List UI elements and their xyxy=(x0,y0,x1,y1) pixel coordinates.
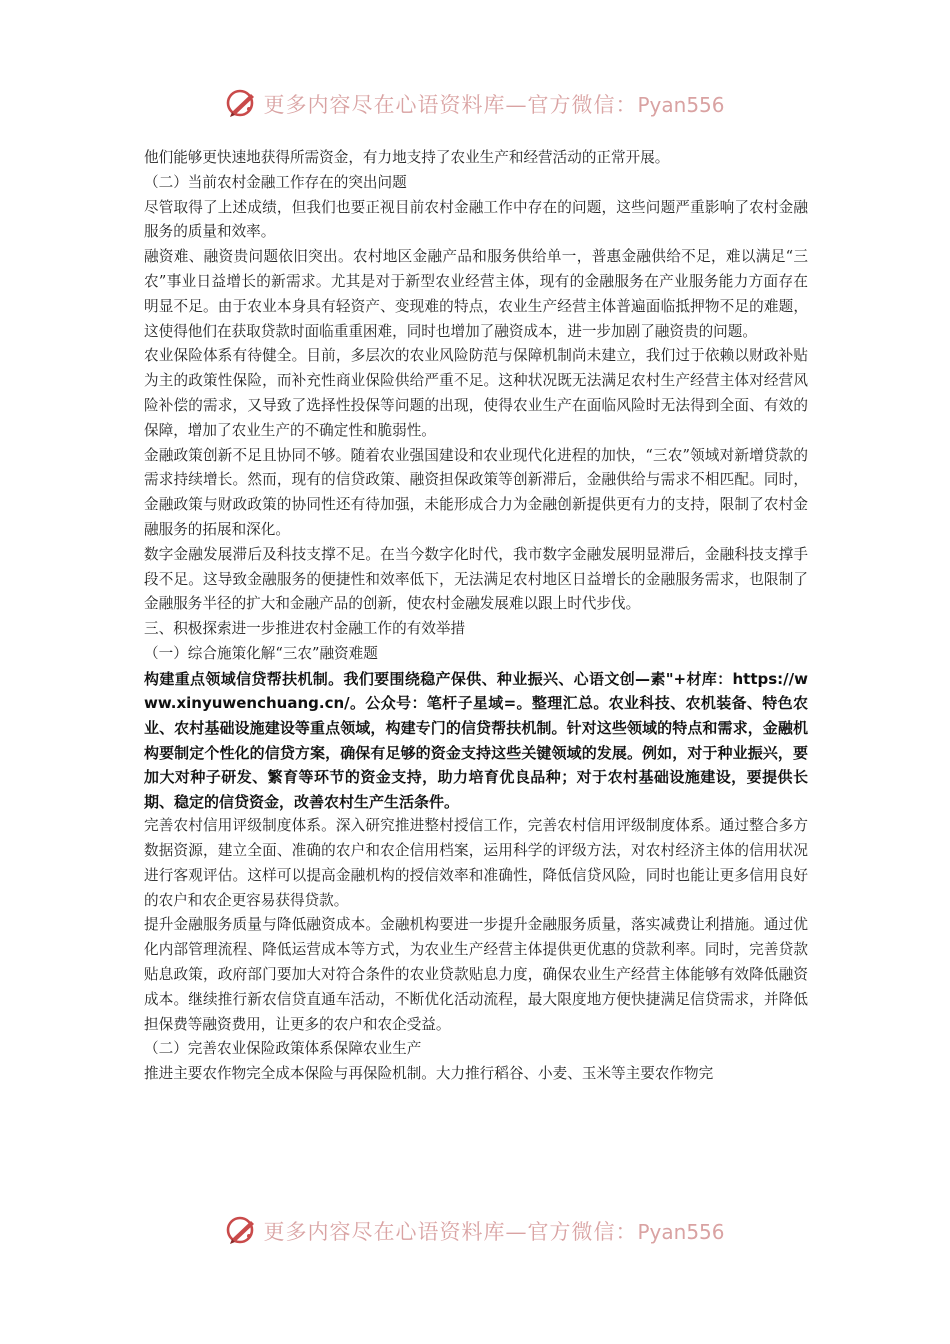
paragraph: 数字金融发展滞后及科技支撑不足。在当今数字化时代，我市数字金融发展明显滞后，金融科技支撑手段不足。这导致金融服务的便捷性和效率低下，无法满足农村地区日益增长的金融服务需求，也限制了金融服务半径的扩大和金融产品的创新，使农村金融发展难以跟上时代步伐。 xyxy=(144,545,808,613)
banner-text-wechat-id: Pyan556 xyxy=(637,93,725,117)
banner-text-wechat-id: Pyan556 xyxy=(637,1220,725,1244)
paragraph: 推进主要农作物完全成本保险与再保险机制。大力推行稻谷、小麦、玉米等主要农作物完 xyxy=(144,1065,714,1083)
subsection-heading: （一）综合施策化解“三农”融资难题 xyxy=(144,644,378,662)
banner-text xyxy=(263,89,724,119)
paragraph: 完善农村信用评级制度体系。深入研究推进整村授信工作，完善农村信用评级制度体系。通过整合多方数据资源，建立全面、准确的农户和农企信用档案，运用科学的评级方法，对农村经济主体的信用状况进行客观评估。这样可以提高金融机构的授信效率和准确性，降低信贷风险，同时也能让更多信用良好的农户和农企更容易获得贷款。 xyxy=(144,817,808,909)
paragraph: 金融政策创新不足且协同不够。随着农业强国建设和农业现代化进程的加快，“三农”领域对新增贷款的需求持续增长。然而，现有的信贷政策、融资担保政策等创新滞后，金融供给与需求不相匹配。同时，金融政策与财政政策的协同性还有待加强，未能形成合力为金融创新提供更有力的支持，限制了农村金融服务的拓展和深化。 xyxy=(144,446,808,538)
paragraph: 提升金融服务质量与降低融资成本。金融机构要进一步提升金融服务质量，落实减费让利措施。通过优化内部管理流程、降低运营成本等方式，为农业生产经营主体提供更优惠的贷款利率。同时，完善贷款贴息政策，政府部门要加大对符合条件的农业贷款贴息力度，确保农业生产经营主体能够有效降低融资成本。继续推行新农信贷直通车活动，不断优化活动流程，最大限度地方便快捷满足信贷需求，并降低担保费等融资费用，让更多的农户和农企受益。 xyxy=(144,916,808,1033)
bold-paragraph: 构建重点领域信贷帮扶机制。我们要围绕稳产保供、种业振兴、心语文创—素"+材库：https://www.xinyuwenchuang.cn/。公众号：笔杆子星域=。整理汇总。农业科技、农机装备、特色农业、农村基础设施建设等重点领域，构建专门的信贷帮扶机制。针对这些领域的特点和需求，金融机构要制定个性化的信贷方案，确保有足够的资金支持这些关键领域的发展。例如，对于种业振兴，要加大对种子研发、繁育等环节的资金支持，助力培育优良品种；对于农村基础设施建设，要提供长期、稳定的信贷资金，改善农村生产生活条件。 xyxy=(144,669,808,811)
banner-text xyxy=(263,1216,724,1246)
subsection-heading: （二）完善农业保险政策体系保障农业生产 xyxy=(144,1040,422,1058)
paragraph: 融资难、融资贵问题依旧突出。农村地区金融产品和服务供给单一，普惠金融供给不足，难以满足“三农”事业日益增长的新需求。尤其是对于新型农业经营主体，现有的金融服务在产业服务能力方面存在明显不足。由于农业本身具有轻资产、变现难的特点，农业生产经营主体普遍面临抵押物不足的难题，这使得他们在获取贷款时面临重重困难，同时也增加了融资成本，进一步加剧了融资贵的问题。 xyxy=(144,248,808,340)
footer-banner xyxy=(0,1211,950,1251)
document-body xyxy=(144,146,808,1087)
banner-text-cn: 更多内容尽在心语资料库—官方微信： xyxy=(263,1220,638,1244)
paragraph: 尽管取得了上述成绩，但我们也要正视目前农村金融工作中存在的问题，这些问题严重影响了农村金融服务的质量和效率。 xyxy=(144,198,808,241)
banner-text-cn: 更多内容尽在心语资料库—官方微信： xyxy=(263,93,638,117)
paragraph: 农业保险体系有待健全。目前，多层次的农业风险防范与保障机制尚未建立，我们过于依赖以财政补贴为主的政策性保险，而补充性商业保险供给严重不足。这种状况既无法满足农村生产经营主体对经营风险补偿的需求，又导致了选择性投保等问题的出现，使得农业生产在面临风险时无法得到全面、有效的保障，增加了农业生产的不确定性和脆弱性。 xyxy=(144,347,808,439)
paragraph: 他们能够更快速地获得所需资金，有力地支持了农业生产和经营活动的正常开展。 xyxy=(144,149,670,166)
pen-logo-icon xyxy=(225,1214,259,1248)
pen-logo-icon xyxy=(225,87,259,121)
section-heading: （二）当前农村金融工作存在的突出问题 xyxy=(144,173,407,191)
section-heading: 三、积极探索进一步推进农村金融工作的有效举措 xyxy=(144,620,466,638)
header-banner xyxy=(0,84,950,124)
